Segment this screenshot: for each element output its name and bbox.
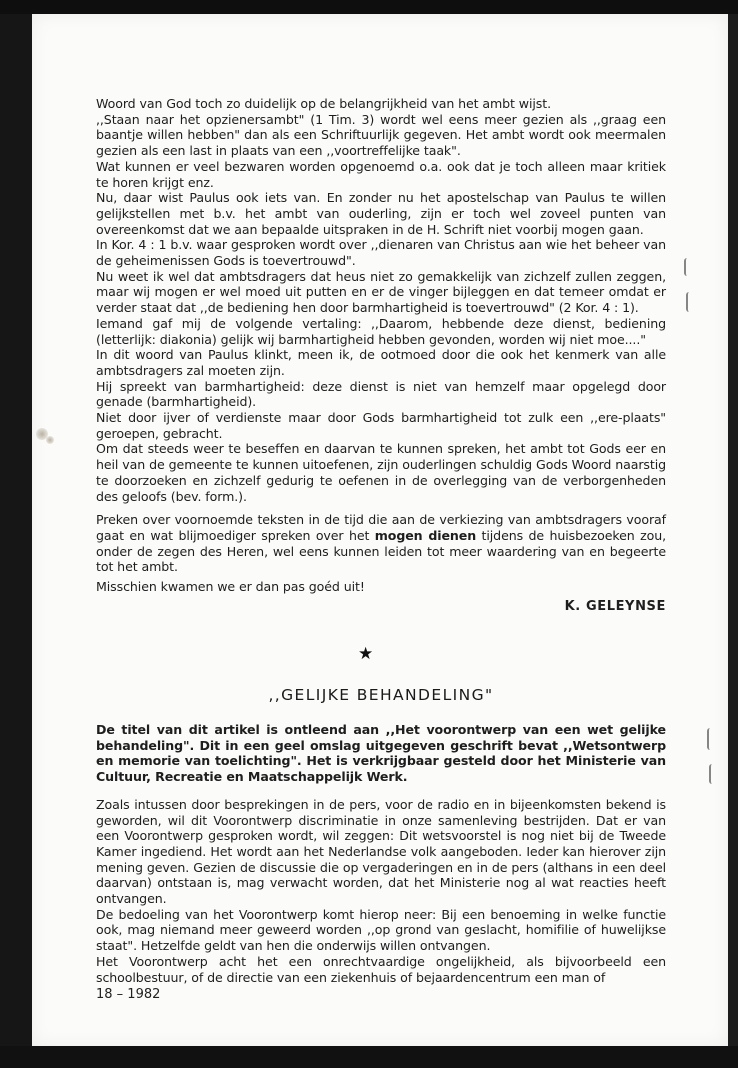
- paragraph: Zoals intussen door besprekingen in de pers, voor de radio en in bijeenkomsten bekend is geworden, wil dit Voorontwerp discriminatie in onze samenleving bestrijden. Dat er van een Voorontwerp gesproken wordt, wil zeggen: Dit wetsvoorstel is nog niet bij de Tweede Kamer ingediend. Het wordt aan het Nederlandse volk aangeboden. Ieder kan hierover zijn mening geven. Gezien de discussie die op vergaderingen en in de pers (althans in een deel daarvan) ontstaan is, mag verwacht worden, dat het Ministerie nog al wat reacties heeft ontvangen.: [96, 796, 666, 907]
- page-number: 18 – 1982: [96, 987, 161, 1002]
- paragraph-preken: [96, 512, 666, 575]
- article-heading: ,,GELIJKE BEHANDELING": [268, 686, 494, 704]
- paragraph: Wat kunnen er veel bezwaren worden opgenoemd o.a. ook dat je toch alleen maar kritiek te horen krijgt enz.: [96, 158, 666, 190]
- article-intro: De titel van dit artikel is ontleend aan ,,Het voorontwerp van een wet gelijke behandeling". Dit in een geel omslag uitgegeven geschrift bevat ,,Wetsontwerp en memorie van toelichting". Het is verkrijgbaar gesteld door het Ministerie van Cultuur, Recreatie en Maatschappelijk Werk.: [96, 722, 666, 785]
- text-run: Preken over voornoemde teksten in de tijd die aan de verkiezing van ambtsdragers vooraf gaat en wat blijmoediger spreken over het: [96, 512, 666, 543]
- paragraph: Het Voorontwerp acht het een onrechtvaardige ongelijkheid, als bijvoorbeeld een schoolbestuur, of de directie van een ziekenhuis of bejaardencentrum een man of: [96, 953, 666, 985]
- scan-border-bottom: [0, 1046, 738, 1068]
- paragraph: In Kor. 4 : 1 b.v. waar gesproken wordt over ,,dienaren van Christus aan wie het beheer van de geheimenissen Gods is toevertrouwd".: [96, 237, 666, 269]
- paper-stain: [46, 436, 54, 444]
- article-continuation: [96, 96, 666, 615]
- margin-mark: [684, 258, 692, 276]
- scan-border-right: [728, 14, 738, 1046]
- author-signature: K. GELEYNSE: [564, 598, 666, 614]
- closing-line: Misschien kwamen we er dan pas goéd uit!: [96, 579, 365, 595]
- paragraph: Woord van God toch zo duidelijk op de belangrijkheid van het ambt wijst.: [96, 96, 551, 111]
- new-article: [96, 722, 666, 985]
- text-run: tijdens de huisbezoeken zou, onder de zegen des Heren, wel eens kunnen leiden tot meer waardering van en begeerte tot het ambt.: [96, 527, 667, 575]
- emphasis: mogen dienen: [374, 527, 477, 543]
- paragraph: Niet door ijver of verdienste maar door Gods barmhartigheid tot zulk een ,,ere-plaats" geroepen, gebracht.: [96, 410, 666, 441]
- scan-border-left: [0, 14, 32, 1068]
- paragraph: Nu weet ik wel dat ambtsdragers dat heus niet zo gemakkelijk van zichzelf zullen zeggen, maar wij mogen er wel moed uit putten en er de vinger bijleggen en dat temeer omdat er verder staat dat ,,de bediening hen door barmhartigheid is toevertrouwd" (2 Kor. 4 : 1).: [96, 268, 666, 316]
- paragraph: Hij spreekt van barmhartigheid: deze dienst is niet van hemzelf maar opgelegd door genade (barmhartigheid).: [96, 378, 666, 410]
- margin-mark: [686, 292, 694, 312]
- star-separator: ★: [358, 644, 374, 664]
- paragraph: Om dat steeds weer te beseffen en daarvan te kunnen spreken, het ambt tot Gods eer en heil van de gemeente te kunnen uitoefenen, zijn ouderlingen schuldig Gods Woord naarstig te doorzoeken en zichzelf gedurig te oefenen in de overlegging van de verborgenheden des geloofs (bev. form.).: [96, 441, 666, 504]
- paragraph: Nu, daar wist Paulus ook iets van. En zonder nu het apostelschap van Paulus te willen gelijkstellen met b.v. het ambt van ouderling, zijn er toch wel zoveel punten van overeenkomst dat we aan bepaalde uitspraken in de H. Schrift niet voorbij mogen gaan.: [96, 190, 666, 237]
- paragraph: Iemand gaf mij de volgende vertaling: ,,Daarom, hebbende deze dienst, bediening (letterlijk: diakonia) gelijk wij barmhartigheid hebben gevonden, worden wij niet moe....": [96, 315, 666, 347]
- paragraph: In dit woord van Paulus klinkt, meen ik, de ootmoed door die ook het kenmerk van alle ambtsdragers zal moeten zijn.: [96, 347, 666, 378]
- margin-mark: [709, 764, 717, 784]
- scan-border-top: [0, 0, 738, 14]
- paragraph: De bedoeling van het Voorontwerp komt hierop neer: Bij een benoeming in welke functie ook, mag niemand meer geweerd worden ,,op grond van geslacht, homifilie of huwelijkse staat". Hetzelfde geldt van hen die onderwijs willen ontvangen.: [96, 906, 666, 954]
- margin-mark: [707, 728, 715, 750]
- paragraph: ,,Staan naar het opzienersambt" (1 Tim. 3) wordt wel eens meer gezien als ,,graag een baantje willen hebben" dan als een Schriftuurlijk gegeven. Het ambt wordt ook meermalen gezien als een last in plaats van een ,,voortreffelijke taak".: [96, 111, 666, 159]
